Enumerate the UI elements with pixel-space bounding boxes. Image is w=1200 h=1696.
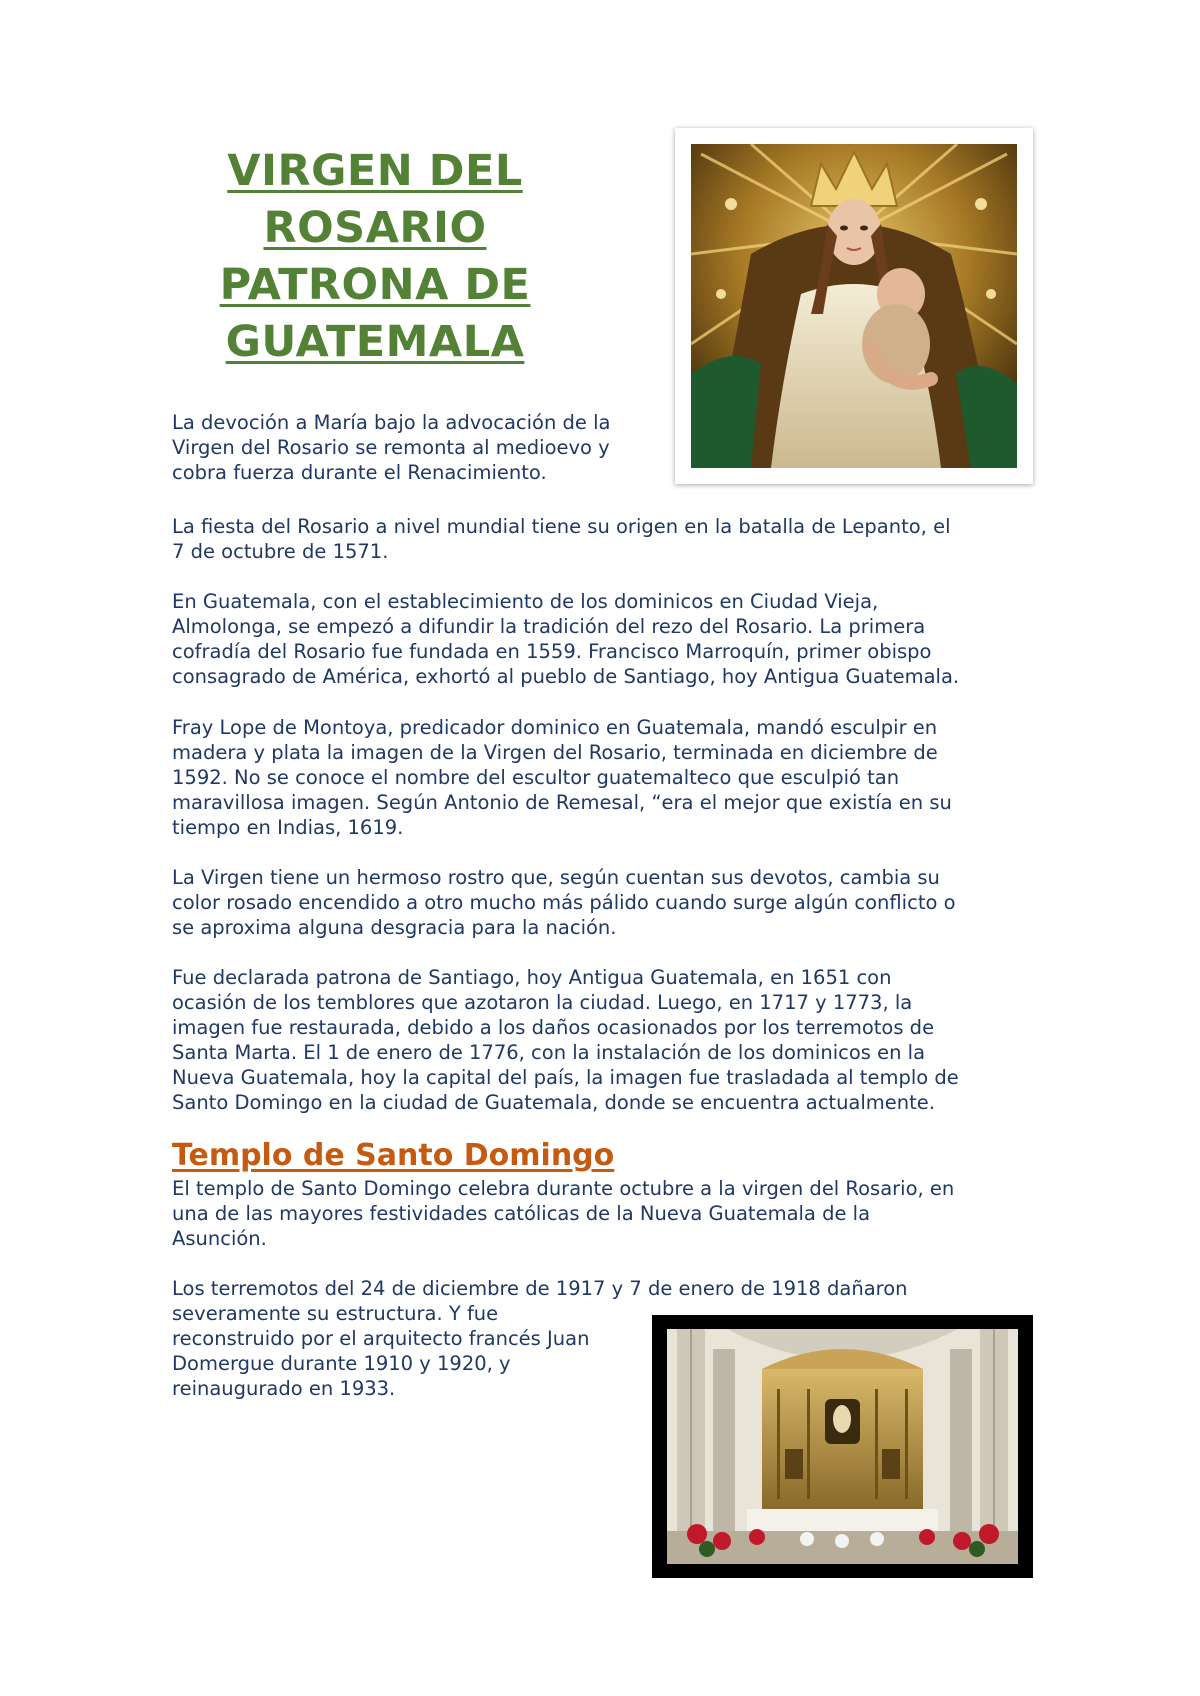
text-line: severamente su estructura. Y fue <box>172 1302 499 1325</box>
text-line: Almolonga, se empezó a difundir la tradición del rezo del Rosario. La primera <box>172 615 926 638</box>
text-line: Los terremotos del 24 de diciembre de 1917 y 7 de enero de 1918 dañaron <box>172 1277 908 1300</box>
page-title <box>170 143 580 371</box>
paragraph-patrona <box>172 965 959 1115</box>
text-line: Santo Domingo en la ciudad de Guatemala, donde se encuentra actualmente. <box>172 1091 935 1114</box>
paragraph-rostro <box>172 865 956 940</box>
text-line: La Virgen tiene un hermoso rostro que, según cuentan sus devotos, cambia su <box>172 866 940 889</box>
text-line: tiempo en Indias, 1619. <box>172 816 404 839</box>
text-line: Fray Lope de Montoya, predicador dominico en Guatemala, mandó esculpir en <box>172 716 938 739</box>
text-line: reconstruido por el arquitecto francés Juan <box>172 1327 590 1350</box>
virgin-statue-image <box>675 128 1033 484</box>
text-line: Santa Marta. El 1 de enero de 1776, con la instalación de los dominicos en la <box>172 1041 926 1064</box>
virgin-statue-photo <box>691 144 1017 468</box>
text-line: Asunción. <box>172 1227 267 1250</box>
text-line: Nueva Guatemala, hoy la capital del país, la imagen fue trasladada al templo de <box>172 1066 959 1089</box>
text-line: reinaugurado en 1933. <box>172 1377 396 1400</box>
text-line: La fiesta del Rosario a nivel mundial tiene su origen en la batalla de Lepanto, el <box>172 515 951 538</box>
text-line: ocasión de los temblores que azotaron la ciudad. Luego, en 1717 y 1773, la <box>172 991 913 1014</box>
church-altar-photo <box>667 1329 1018 1564</box>
paragraph-fiesta <box>172 514 951 564</box>
text-line: madera y plata la imagen de la Virgen del Rosario, terminada en diciembre de <box>172 741 938 764</box>
text-line: La devoción a María bajo la advocación de la <box>172 411 611 434</box>
text-line: Domergue durante 1910 y 1920, y <box>172 1352 511 1375</box>
text-line: El templo de Santo Domingo celebra durante octubre a la virgen del Rosario, en <box>172 1177 955 1200</box>
title-line: GUATEMALA <box>225 317 525 367</box>
text-line: Fue declarada patrona de Santiago, hoy Antigua Guatemala, en 1651 con <box>172 966 892 989</box>
title-line: ROSARIO <box>263 203 487 253</box>
text-line: se aproxima alguna desgracia para la nación. <box>172 916 617 939</box>
text-line: imagen fue restaurada, debido a los daños ocasionados por los terremotos de <box>172 1016 935 1039</box>
section-heading: Templo de Santo Domingo <box>172 1138 615 1173</box>
title-line: PATRONA DE <box>219 260 531 310</box>
text-line: 7 de octubre de 1571. <box>172 540 389 563</box>
paragraph-intro <box>172 410 610 485</box>
text-line: Virgen del Rosario se remonta al medioevo y <box>172 436 610 459</box>
text-line: En Guatemala, con el establecimiento de los dominicos en Ciudad Vieja, <box>172 590 879 613</box>
text-line: maravillosa imagen. Según Antonio de Remesal, “era el mejor que existía en su <box>172 791 952 814</box>
title-line: VIRGEN DEL <box>227 146 523 196</box>
text-line: cofradía del Rosario fue fundada en 1559. Francisco Marroquín, primer obispo <box>172 640 932 663</box>
text-line: color rosado encendido a otro mucho más pálido cuando surge algún conflicto o <box>172 891 956 914</box>
text-line: consagrado de América, exhortó al pueblo de Santiago, hoy Antigua Guatemala. <box>172 665 960 688</box>
church-interior-image <box>652 1315 1033 1578</box>
text-line: 1592. No se conoce el nombre del escultor guatemalteco que esculpió tan <box>172 766 900 789</box>
paragraph-templo <box>172 1176 954 1251</box>
text-line: cobra fuerza durante el Renacimiento. <box>172 461 547 484</box>
paragraph-guatemala <box>172 589 959 689</box>
paragraph-fray-lope <box>172 715 952 840</box>
text-line: una de las mayores festividades católicas de la Nueva Guatemala de la <box>172 1202 871 1225</box>
